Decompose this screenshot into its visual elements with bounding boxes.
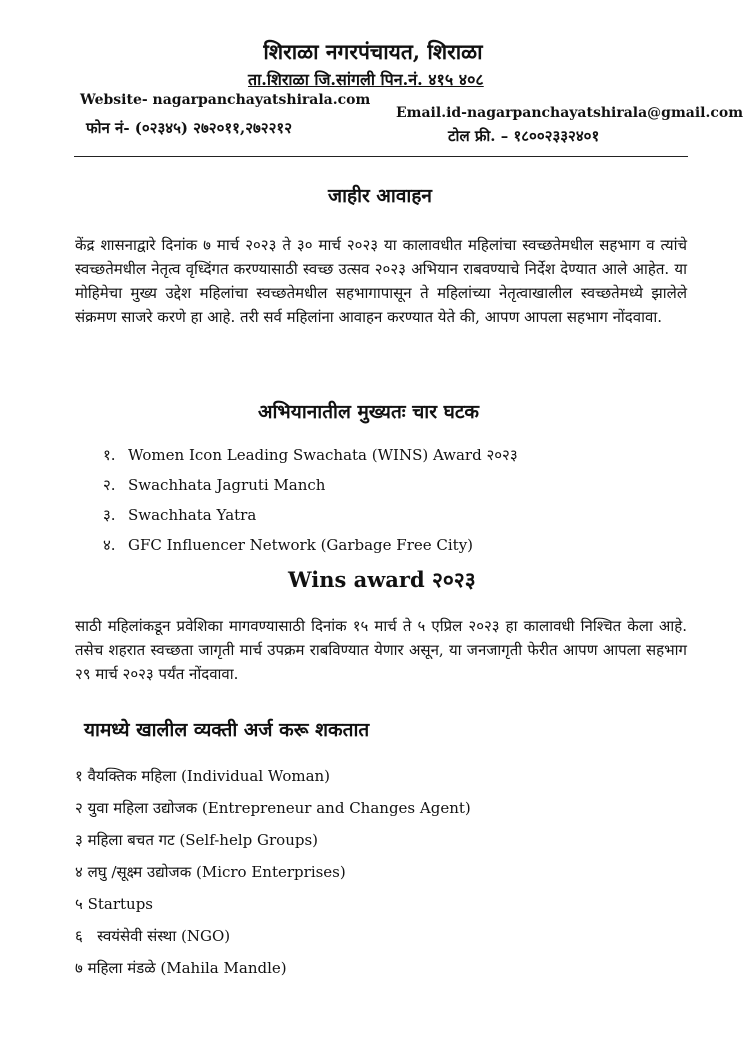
list-item [75,824,471,856]
list-item [103,530,518,560]
item-number: ६ [75,927,83,945]
item-number: ५ [75,895,83,913]
list-item [103,470,518,500]
office-address: ता.शिराळा जि.सांगली पिन.नं. ४१५ ४०८ [248,70,484,89]
item-number: ७ [75,959,83,977]
components-list [103,440,518,560]
list-item [103,440,518,470]
item-number: ४. [103,536,116,554]
email-text: Email.id-nagarpanchayatshirala@gmail.com [396,105,744,121]
tollfree-text: टोल फ्री. – १८००२३३२४०१ [448,127,600,145]
wins-paragraph: साठी महिलांकडून प्रवेशिका मागवण्यासाठी दिनांक १५ मार्च ते ५ एप्रिल २०२३ हा कालावधी निश्चित केला आहे. तसेच शहरात स्वच्छता जागृती मार्च उपक्रम राबविण्यात येणार असून, या जनजागृती फेरीत आपण आपला सहभाग २९ मार्च २०२३ पर्यंत नोंदवावा. [75,617,687,683]
item-number: २. [103,476,116,494]
notice-paragraph: केंद्र शासनाद्वारे दिनांक ७ मार्च २०२३ ते ३० मार्च २०२३ या कालावधीत महिलांचा स्वच्छतेमधील सहभाग व त्यांचे स्वच्छतेमधील नेतृत्व वृध्दिंगत करण्यासाठी स्वच्छ उत्सव २०२३ अभियान राबवण्याचे निर्देश देण्यात आले आहेत. या मोहिमेचा मुख्य उद्देश महिलांचा स्वच्छतेमधील सहभागापासून ते महिलांच्या नेतृत्वाखालील स्वच्छतेमध्ये झालेले संक्रमण साजरे करणे हा आहे. तरी सर्व महिलांना आवाहन करण्यात येते की, आपण आपला सहभाग नोंदवावा. [75,236,687,326]
office-title: शिराळा नगरपंचायत, शिराळा [263,39,483,64]
item-text: स्वयंसेवी संस्था (NGO) [97,927,231,945]
list-item [75,952,471,984]
item-number: २ [75,799,83,817]
list-item [75,888,471,920]
item-text: युवा महिला उद्योजक (Entrepreneur and Changes Agent) [87,799,471,817]
item-text: लघु /सूक्ष्म उद्योजक (Micro Enterprises) [87,863,346,881]
list-item [75,856,471,888]
list-item [75,792,471,824]
header-divider [74,156,688,157]
eligible-heading: यामध्ये खालील व्यक्ती अर्ज करू शकतात [84,719,370,741]
phone-text: फोन नं- (०२३४५) २७२०११,२७२२१२ [86,119,293,137]
item-number: ३ [75,831,83,849]
item-number: १. [103,446,116,464]
notice-heading: जाहीर आवाहन [328,185,432,207]
item-number: १ [75,767,83,785]
wins-heading: Wins award २०२३ [288,567,476,592]
item-number: ४ [75,863,83,881]
website-text: Website- nagarpanchayatshirala.com [80,92,371,108]
item-text: महिला बचत गट (Self-help Groups) [87,831,319,849]
list-item [75,920,471,952]
item-text: Women Icon Leading Swachata (WINS) Award २०२३ [128,446,518,464]
item-text: Startups [87,895,153,913]
list-item [75,760,471,792]
item-text: Swachhata Yatra [128,506,257,524]
item-text: वैयक्तिक महिला (Individual Woman) [87,767,331,785]
item-text: महिला मंडळे (Mahila Mandle) [87,959,287,977]
item-number: ३. [103,506,116,524]
list-item [103,500,518,530]
components-heading: अभियानातील मुख्यतः चार घटक [258,401,479,423]
item-text: GFC Influencer Network (Garbage Free City) [128,536,474,554]
item-text: Swachhata Jagruti Manch [128,476,326,494]
eligible-list [75,760,471,984]
